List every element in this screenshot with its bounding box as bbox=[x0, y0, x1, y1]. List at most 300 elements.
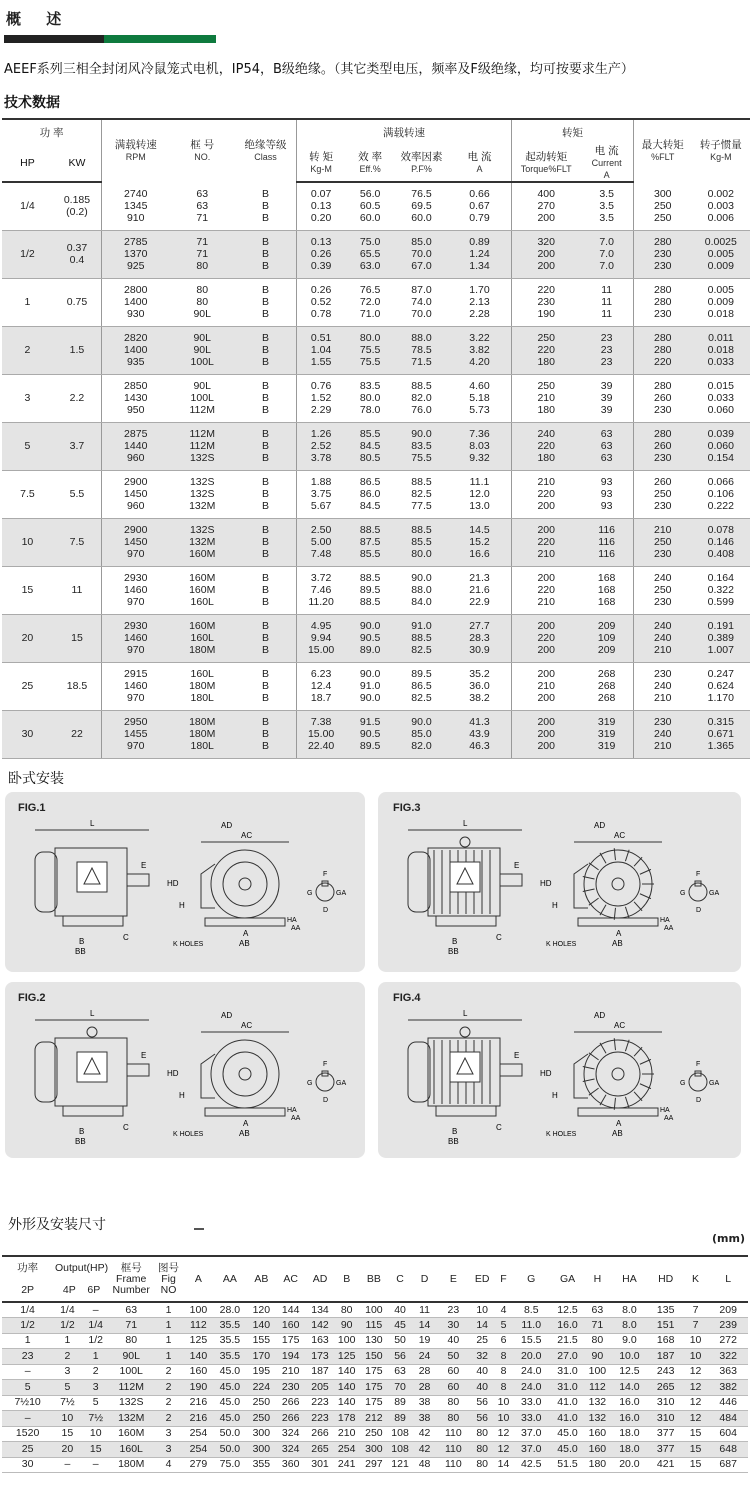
dims-cell: 48 bbox=[412, 1457, 438, 1473]
dims-cell: 134 bbox=[306, 1302, 334, 1318]
dims-cell: 40 bbox=[437, 1333, 469, 1349]
dims-title-dash bbox=[194, 1228, 204, 1230]
tech-cell-eff: 90.0 91.0 90.0 bbox=[345, 662, 395, 710]
fig3-label: FIG.3 bbox=[393, 802, 421, 814]
tech-cell-sc: 23 23 23 bbox=[580, 326, 633, 374]
dims-header-col: E bbox=[437, 1256, 469, 1302]
dims-cell: 125 bbox=[334, 1349, 360, 1365]
tech-cell-cur: 11.1 12.0 13.0 bbox=[448, 470, 512, 518]
tech-row bbox=[2, 326, 750, 374]
dim-label-hd: HD bbox=[167, 1069, 179, 1078]
tech-cell-st: 220 230 190 bbox=[512, 278, 581, 326]
end-view-rib bbox=[600, 853, 606, 863]
dims-cell: 89 bbox=[388, 1395, 411, 1411]
dims-cell: 80 bbox=[585, 1333, 611, 1349]
dims-cell: 38 bbox=[412, 1395, 438, 1411]
tech-cell-hp: 2 bbox=[2, 326, 53, 374]
dim-label-g: G bbox=[307, 890, 313, 897]
dims-cell: 90 bbox=[334, 1318, 360, 1334]
tech-cell-cur: 4.60 5.18 5.73 bbox=[448, 374, 512, 422]
tech-cell-torque: 6.23 12.4 18.7 bbox=[297, 662, 346, 710]
tech-row bbox=[2, 662, 750, 710]
motor-feet bbox=[63, 916, 123, 926]
dims-cell: 324 bbox=[275, 1426, 306, 1442]
end-view-terminal bbox=[201, 1054, 215, 1098]
dims-cell: 50.0 bbox=[212, 1442, 247, 1458]
terminal-box bbox=[77, 862, 107, 892]
dim-label-f: F bbox=[696, 1061, 701, 1068]
dims-row bbox=[2, 1380, 748, 1396]
dim-label-d: D bbox=[323, 907, 329, 914]
dims-cell: 132 bbox=[585, 1395, 611, 1411]
tech-cell-eff: 75.0 65.5 63.0 bbox=[345, 230, 395, 278]
tech-cell-hp: 15 bbox=[2, 566, 53, 614]
motor-feet bbox=[436, 1106, 496, 1116]
dims-cell: 212 bbox=[360, 1411, 389, 1427]
dims-cell: 10 bbox=[469, 1302, 495, 1318]
dims-cell: 2 bbox=[53, 1349, 81, 1365]
dims-cell: 265 bbox=[306, 1442, 334, 1458]
dims-cell: 15 bbox=[683, 1426, 709, 1442]
tech-cell-pf: 90.0 88.0 84.0 bbox=[395, 566, 448, 614]
tech-cell-mt: 300 250 250 bbox=[633, 182, 691, 230]
dims-cell: 63 bbox=[110, 1302, 153, 1318]
tech-cell-cls: B B B bbox=[235, 182, 296, 230]
motor-fan-cover bbox=[408, 852, 430, 912]
dim-label-ga: GA bbox=[709, 890, 720, 897]
dims-cell: 40 bbox=[388, 1302, 411, 1318]
tech-cell-hp: 7.5 bbox=[2, 470, 53, 518]
dims-cell: 250 bbox=[247, 1395, 275, 1411]
dims-cell: 1/4 bbox=[2, 1302, 53, 1318]
tech-cell-cls: B B B bbox=[235, 422, 296, 470]
tech-cell-cur: 14.5 15.2 16.6 bbox=[448, 518, 512, 566]
title-underline-green bbox=[104, 35, 216, 43]
dim-label-a: A bbox=[616, 1119, 622, 1128]
dims-cell: 1 bbox=[153, 1333, 185, 1349]
dims-cell: 42 bbox=[412, 1426, 438, 1442]
tech-cell-torque: 1.26 2.52 3.78 bbox=[297, 422, 346, 470]
end-view-rib bbox=[634, 902, 642, 911]
tech-cell-hp: 1 bbox=[2, 278, 53, 326]
tech-cell-hp: 5 bbox=[2, 422, 53, 470]
dims-row bbox=[2, 1318, 748, 1334]
dims-cell: 140 bbox=[185, 1349, 213, 1365]
dim-label-d: D bbox=[323, 1097, 329, 1104]
dims-row bbox=[2, 1457, 748, 1473]
dims-header-col: GA bbox=[550, 1256, 584, 1302]
tech-cell-st: 200 220 210 bbox=[512, 518, 581, 566]
dims-cell: – bbox=[2, 1364, 53, 1380]
dims-cell: 7 bbox=[683, 1302, 709, 1318]
dims-cell: 239 bbox=[708, 1318, 748, 1334]
end-view-outer bbox=[211, 1040, 279, 1108]
tech-cell-st: 400 270 200 bbox=[512, 182, 581, 230]
dims-cell: 14 bbox=[469, 1318, 495, 1334]
end-view-terminal bbox=[201, 864, 215, 908]
tech-cell-rpm: 2900 1450 960 bbox=[102, 470, 170, 518]
dim-label-g: G bbox=[680, 890, 686, 897]
end-view-rib bbox=[600, 905, 606, 915]
dims-cell: 80 bbox=[469, 1457, 495, 1473]
tech-cell-hp: 30 bbox=[2, 710, 53, 758]
tech-cell-torque: 3.72 7.46 11.20 bbox=[297, 566, 346, 614]
dims-cell: 70 bbox=[388, 1380, 411, 1396]
tech-cell-st: 240 220 180 bbox=[512, 422, 581, 470]
tech-cell-st: 200 220 210 bbox=[512, 566, 581, 614]
tech-cell-sc: 39 39 39 bbox=[580, 374, 633, 422]
tech-cell-cls: B B B bbox=[235, 326, 296, 374]
dims-cell: 2 bbox=[153, 1411, 185, 1427]
dims-cell: 421 bbox=[649, 1457, 683, 1473]
tech-cell-mt: 240 240 210 bbox=[633, 614, 691, 662]
dim-label-aa: AA bbox=[664, 925, 674, 932]
dims-cell: 80 bbox=[110, 1333, 153, 1349]
dims-header-fig: 图号 Fig NO bbox=[153, 1256, 185, 1302]
tech-cell-frame: 132S 132S 132M bbox=[169, 470, 235, 518]
dims-cell: 160 bbox=[585, 1426, 611, 1442]
dims-header-col: AC bbox=[275, 1256, 306, 1302]
header-eff: 效 率 Eff.% bbox=[345, 145, 395, 182]
dims-cell: 322 bbox=[708, 1349, 748, 1365]
dims-cell: 195 bbox=[247, 1364, 275, 1380]
header-max-torque: 最大转矩 %FLT bbox=[633, 119, 691, 182]
dims-cell: 8 bbox=[495, 1380, 512, 1396]
dims-cell: 687 bbox=[708, 1457, 748, 1473]
dim-label-ab: AB bbox=[612, 939, 623, 948]
fig1-drawing bbox=[5, 792, 365, 972]
header-rpm: 满载转速 RPM bbox=[102, 119, 170, 182]
dims-cell: 324 bbox=[275, 1442, 306, 1458]
dim-label-bb: BB bbox=[75, 1137, 86, 1146]
dims-header-col: AA bbox=[212, 1256, 247, 1302]
dim-label-e: E bbox=[514, 861, 520, 870]
tech-cell-pf: 88.5 85.5 80.0 bbox=[395, 518, 448, 566]
dim-label-ab: AB bbox=[239, 939, 250, 948]
tech-cell-cur: 7.36 8.03 9.32 bbox=[448, 422, 512, 470]
dims-cell: 5 bbox=[495, 1318, 512, 1334]
dim-label-ac: AC bbox=[241, 1021, 253, 1030]
dim-label-k-holes: K HOLES bbox=[173, 1131, 204, 1138]
end-view-rib bbox=[589, 1053, 599, 1060]
dims-cell: 1/4 bbox=[53, 1302, 81, 1318]
tech-cell-cur: 0.66 0.67 0.79 bbox=[448, 182, 512, 230]
tech-cell-cur: 35.2 36.0 38.2 bbox=[448, 662, 512, 710]
tech-row bbox=[2, 614, 750, 662]
dims-cell: 56 bbox=[388, 1349, 411, 1365]
motor-feet bbox=[436, 916, 496, 926]
dims-cell: 40 bbox=[469, 1364, 495, 1380]
tech-cell-cls: B B B bbox=[235, 518, 296, 566]
tech-cell-st: 200 200 200 bbox=[512, 710, 581, 758]
dims-cell: 80 bbox=[437, 1411, 469, 1427]
tech-cell-st: 320 200 200 bbox=[512, 230, 581, 278]
tech-cell-sc: 116 116 116 bbox=[580, 518, 633, 566]
tech-cell-rpm: 2740 1345 910 bbox=[102, 182, 170, 230]
tech-cell-sc: 3.5 3.5 3.5 bbox=[580, 182, 633, 230]
tech-row bbox=[2, 182, 750, 230]
tech-cell-frame: 112M 112M 132S bbox=[169, 422, 235, 470]
header-pf: 效率因素 P.F% bbox=[395, 145, 448, 182]
dims-cell: 382 bbox=[708, 1380, 748, 1396]
dims-unit: (mm) bbox=[712, 1232, 745, 1245]
dims-cell: 15 bbox=[53, 1426, 81, 1442]
dims-cell: 80 bbox=[334, 1302, 360, 1318]
dim-label-g: G bbox=[680, 1080, 686, 1087]
tech-cell-cls: B B B bbox=[235, 470, 296, 518]
tech-cell-cls: B B B bbox=[235, 278, 296, 326]
tech-cell-rpm: 2930 1460 970 bbox=[102, 566, 170, 614]
dims-cell: 223 bbox=[306, 1411, 334, 1427]
dims-cell: 10 bbox=[495, 1411, 512, 1427]
dims-cell: 2 bbox=[153, 1364, 185, 1380]
dims-cell: 80 bbox=[469, 1442, 495, 1458]
end-view-rib bbox=[589, 1088, 599, 1095]
dims-row bbox=[2, 1302, 748, 1318]
dims-cell: 360 bbox=[275, 1457, 306, 1473]
dims-cell: 112 bbox=[585, 1380, 611, 1396]
dims-header-col: G bbox=[512, 1256, 550, 1302]
intro-text: AEEF系列三相全封闭风冷鼠笼式电机，IP54，B级绝缘。（其它类型电压，频率及F级绝缘，均可按要求生产） bbox=[4, 62, 634, 77]
dims-header-col: A bbox=[185, 1256, 213, 1302]
tech-cell-in: 0.191 0.389 1.007 bbox=[692, 614, 750, 662]
dim-label-c: C bbox=[123, 933, 129, 942]
tech-cell-cur: 3.22 3.82 4.20 bbox=[448, 326, 512, 374]
tech-row bbox=[2, 230, 750, 278]
tech-cell-kw: 18.5 bbox=[53, 662, 102, 710]
dims-cell: 30 bbox=[2, 1457, 53, 1473]
dims-cell: 209 bbox=[708, 1302, 748, 1318]
dims-cell: 42.5 bbox=[512, 1457, 550, 1473]
dims-cell: 175 bbox=[360, 1364, 389, 1380]
dims-cell: 15.5 bbox=[512, 1333, 550, 1349]
dims-cell: 1/2 bbox=[2, 1318, 53, 1334]
tech-cell-kw: 0.37 0.4 bbox=[53, 230, 102, 278]
dim-label-bb: BB bbox=[448, 1137, 459, 1146]
dims-row bbox=[2, 1411, 748, 1427]
dims-header-col: D bbox=[412, 1256, 438, 1302]
fig4-drawing bbox=[378, 982, 741, 1158]
dims-header-col: HA bbox=[610, 1256, 648, 1302]
tech-cell-st: 210 220 200 bbox=[512, 470, 581, 518]
dims-cell: 144 bbox=[275, 1302, 306, 1318]
tech-row bbox=[2, 278, 750, 326]
dims-header-col: B bbox=[334, 1256, 360, 1302]
header-current: 电 流 A bbox=[448, 145, 512, 182]
dims-cell: 80 bbox=[437, 1395, 469, 1411]
tech-cell-eff: 76.5 72.0 71.0 bbox=[345, 278, 395, 326]
tech-cell-hp: 25 bbox=[2, 662, 53, 710]
dims-cell: 18.0 bbox=[610, 1442, 648, 1458]
dim-label-e: E bbox=[141, 861, 147, 870]
tech-cell-pf: 90.0 83.5 75.5 bbox=[395, 422, 448, 470]
dims-cell: 50.0 bbox=[212, 1426, 247, 1442]
dims-cell: 11 bbox=[412, 1302, 438, 1318]
dims-cell: 90L bbox=[110, 1349, 153, 1365]
dims-cell: 241 bbox=[334, 1457, 360, 1473]
dims-cell: 7½ bbox=[82, 1411, 110, 1427]
dim-label-c: C bbox=[496, 1123, 502, 1132]
dims-cell: 100 bbox=[585, 1364, 611, 1380]
dims-header-col: BB bbox=[360, 1256, 389, 1302]
header-inertia: 转子惯量 Kg-M bbox=[692, 119, 750, 182]
tech-cell-kw: 7.5 bbox=[53, 518, 102, 566]
dims-row bbox=[2, 1333, 748, 1349]
tech-cell-sc: 268 268 268 bbox=[580, 662, 633, 710]
tech-cell-cls: B B B bbox=[235, 230, 296, 278]
tech-cell-eff: 80.0 75.5 75.5 bbox=[345, 326, 395, 374]
tech-cell-sc: 319 319 319 bbox=[580, 710, 633, 758]
tech-cell-kw: 2.2 bbox=[53, 374, 102, 422]
tech-cell-frame: 132S 132M 160M bbox=[169, 518, 235, 566]
tech-cell-eff: 83.5 80.0 78.0 bbox=[345, 374, 395, 422]
dim-label-h: H bbox=[179, 1091, 185, 1100]
tech-cell-rpm: 2950 1455 970 bbox=[102, 710, 170, 758]
tech-cell-mt: 280 260 230 bbox=[633, 422, 691, 470]
tech-cell-torque: 1.88 3.75 5.67 bbox=[297, 470, 346, 518]
fig3-drawing bbox=[378, 792, 741, 972]
tech-cell-cur: 0.89 1.24 1.34 bbox=[448, 230, 512, 278]
end-view-inner bbox=[596, 1052, 640, 1096]
dims-cell: 15 bbox=[683, 1457, 709, 1473]
fig3-panel bbox=[378, 792, 741, 972]
shaft bbox=[127, 874, 149, 886]
tech-cell-pf: 76.5 69.5 60.0 bbox=[395, 182, 448, 230]
dims-cell: 1/2 bbox=[53, 1318, 81, 1334]
dim-label-b: B bbox=[79, 937, 85, 946]
dims-cell: 266 bbox=[275, 1395, 306, 1411]
dims-cell: 140 bbox=[334, 1364, 360, 1380]
dims-cell: 151 bbox=[649, 1318, 683, 1334]
end-view-inner bbox=[223, 862, 267, 906]
tech-cell-kw: 1.5 bbox=[53, 326, 102, 374]
dims-cell: 120 bbox=[247, 1302, 275, 1318]
end-view-terminal bbox=[574, 864, 588, 908]
dims-cell: 8.0 bbox=[610, 1302, 648, 1318]
dim-label-ad: AD bbox=[594, 1011, 606, 1020]
dims-cell: 1 bbox=[153, 1349, 185, 1365]
dims-cell: 20.0 bbox=[512, 1349, 550, 1365]
tech-cell-torque: 2.50 5.00 7.48 bbox=[297, 518, 346, 566]
dims-cell: 41.0 bbox=[550, 1395, 584, 1411]
header-class: 绝缘等级 Class bbox=[235, 119, 296, 182]
dim-label-ga: GA bbox=[336, 890, 347, 897]
dims-cell: 363 bbox=[708, 1364, 748, 1380]
dims-cell: 2 bbox=[153, 1380, 185, 1396]
dims-cell: 1 bbox=[153, 1318, 185, 1334]
dims-cell: 33.0 bbox=[512, 1395, 550, 1411]
dims-cell: 7½10 bbox=[2, 1395, 53, 1411]
tech-cell-torque: 0.76 1.52 2.29 bbox=[297, 374, 346, 422]
dims-cell: 140 bbox=[334, 1380, 360, 1396]
dims-cell: 250 bbox=[360, 1426, 389, 1442]
dims-cell: 10 bbox=[53, 1411, 81, 1427]
header-kw: KW bbox=[53, 145, 102, 182]
dims-cell: 180 bbox=[585, 1457, 611, 1473]
dims-cell: 132 bbox=[585, 1411, 611, 1427]
tech-cell-sc: 7.0 7.0 7.0 bbox=[580, 230, 633, 278]
dims-cell: 115 bbox=[360, 1318, 389, 1334]
dim-label-e: E bbox=[141, 1051, 147, 1060]
tech-cell-cls: B B B bbox=[235, 614, 296, 662]
dims-cell: 35.5 bbox=[212, 1349, 247, 1365]
tech-cell-in: 0.002 0.003 0.006 bbox=[692, 182, 750, 230]
tech-cell-frame: 160M 160M 160L bbox=[169, 566, 235, 614]
dims-cell: 446 bbox=[708, 1395, 748, 1411]
dims-cell: 300 bbox=[360, 1442, 389, 1458]
tech-cell-frame: 180M 180M 180L bbox=[169, 710, 235, 758]
dims-cell: 50 bbox=[388, 1333, 411, 1349]
tech-cell-pf: 88.5 82.0 76.0 bbox=[395, 374, 448, 422]
tech-cell-pf: 87.0 74.0 70.0 bbox=[395, 278, 448, 326]
dims-cell: 142 bbox=[306, 1318, 334, 1334]
dims-cell: 187 bbox=[306, 1364, 334, 1380]
tech-cell-kw: 0.185 (0.2) bbox=[53, 182, 102, 230]
dims-cell: 163 bbox=[306, 1333, 334, 1349]
dims-cell: 108 bbox=[388, 1426, 411, 1442]
tech-cell-rpm: 2785 1370 925 bbox=[102, 230, 170, 278]
dims-cell: 45.0 bbox=[550, 1426, 584, 1442]
end-view-base bbox=[578, 1108, 658, 1116]
dims-cell: 355 bbox=[247, 1457, 275, 1473]
dims-cell: 230 bbox=[275, 1380, 306, 1396]
tech-cell-rpm: 2850 1430 950 bbox=[102, 374, 170, 422]
end-view-outer bbox=[584, 850, 652, 918]
dims-cell: 31.0 bbox=[550, 1380, 584, 1396]
dims-cell: 121 bbox=[388, 1457, 411, 1473]
dims-cell: 175 bbox=[360, 1380, 389, 1396]
tech-cell-sc: 93 93 93 bbox=[580, 470, 633, 518]
dims-cell: 5 bbox=[53, 1380, 81, 1396]
tech-cell-mt: 240 250 230 bbox=[633, 566, 691, 614]
tech-cell-mt: 280 280 230 bbox=[633, 278, 691, 326]
dims-cell: 20 bbox=[53, 1442, 81, 1458]
dims-cell: 110 bbox=[437, 1426, 469, 1442]
dims-cell: 300 bbox=[247, 1442, 275, 1458]
dim-label-f: F bbox=[696, 871, 701, 878]
dim-label-ha: HA bbox=[287, 1107, 297, 1114]
dims-row bbox=[2, 1426, 748, 1442]
dims-cell: 31.0 bbox=[550, 1364, 584, 1380]
dim-label-hd: HD bbox=[167, 879, 179, 888]
dims-cell: 12 bbox=[683, 1380, 709, 1396]
tech-cell-st: 250 220 180 bbox=[512, 326, 581, 374]
dims-cell: 21.5 bbox=[550, 1333, 584, 1349]
tech-data-title: 技术数据 bbox=[4, 95, 60, 111]
tech-cell-eff: 90.0 90.5 89.0 bbox=[345, 614, 395, 662]
dim-label-a: A bbox=[243, 1119, 249, 1128]
dims-cell: 243 bbox=[649, 1364, 683, 1380]
dims-cell: 1 bbox=[53, 1333, 81, 1349]
dim-label-c: C bbox=[123, 1123, 129, 1132]
dims-cell: 150 bbox=[360, 1349, 389, 1365]
tech-cell-rpm: 2930 1460 970 bbox=[102, 614, 170, 662]
dims-cell: 140 bbox=[247, 1318, 275, 1334]
dims-cell: 45.0 bbox=[212, 1395, 247, 1411]
end-view-shaft bbox=[612, 1068, 624, 1080]
dims-cell: 40 bbox=[469, 1380, 495, 1396]
tech-cell-rpm: 2820 1400 935 bbox=[102, 326, 170, 374]
end-view-shaft bbox=[239, 1068, 251, 1080]
tech-cell-frame: 63 63 71 bbox=[169, 182, 235, 230]
dims-cell: 1520 bbox=[2, 1426, 53, 1442]
tech-cell-sc: 63 63 63 bbox=[580, 422, 633, 470]
tech-cell-mt: 280 260 230 bbox=[633, 374, 691, 422]
tech-row bbox=[2, 566, 750, 614]
end-view-rib bbox=[600, 1043, 606, 1053]
tech-cell-kw: 5.5 bbox=[53, 470, 102, 518]
dims-cell: 180M bbox=[110, 1457, 153, 1473]
